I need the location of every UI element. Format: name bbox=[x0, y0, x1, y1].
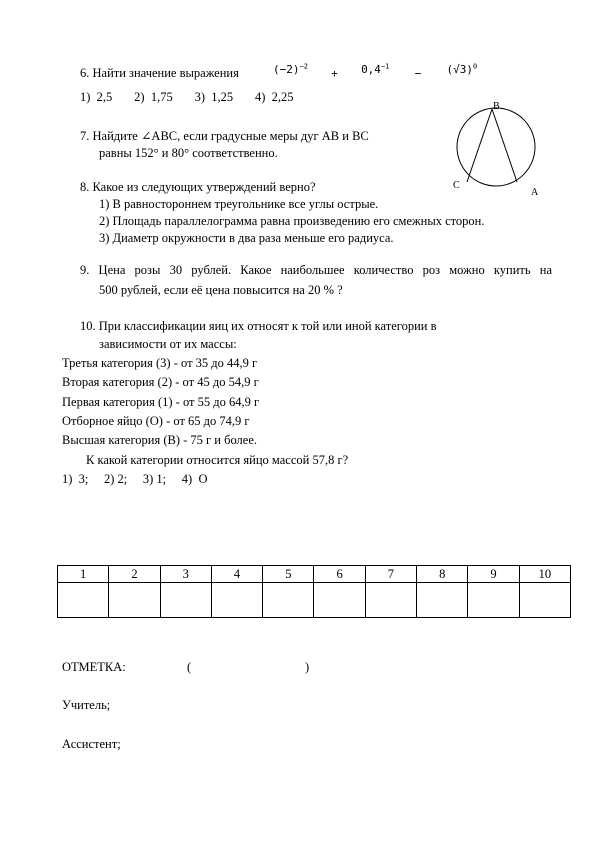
answer-cell-5[interactable] bbox=[263, 583, 314, 618]
q10-category-o: Отборное яйцо (О) - от 65 до 74,9 г bbox=[62, 414, 250, 428]
q10-category-1: Первая категория (1) - от 55 до 64,9 г bbox=[62, 395, 260, 409]
answer-cell-9[interactable] bbox=[468, 583, 519, 618]
q8-option-1: 1) В равностороннем треугольнике все углы острые. bbox=[99, 197, 379, 211]
q6-plus: + bbox=[331, 66, 338, 80]
q7-line1: 7. Найдите ∠ABC, если градусные меры дуг AB и BC bbox=[80, 129, 369, 143]
mark-label: ОТМЕТКА: bbox=[62, 660, 126, 674]
q6-text: 6. Найти значение выражения bbox=[80, 66, 239, 80]
label-a: A bbox=[531, 187, 539, 198]
q8-title: 8. Какое из следующих утверждений верно? bbox=[80, 180, 316, 194]
q6-term-a: $(-2)^{-2}$ bbox=[273, 62, 308, 76]
answer-cell-1[interactable] bbox=[58, 583, 109, 618]
q10-category-3: Третья категория (3) - от 35 до 44,9 г bbox=[62, 356, 258, 370]
answer-header-3: 3 bbox=[160, 566, 211, 583]
q9-line1: 9. Цена розы 30 рублей. Какое наибольшее количество роз можно купить на bbox=[80, 263, 552, 277]
answer-header-8: 8 bbox=[417, 566, 468, 583]
answer-header-7: 7 bbox=[365, 566, 416, 583]
q6-expression bbox=[273, 62, 478, 80]
chord-ba bbox=[492, 109, 517, 182]
answer-header-6: 6 bbox=[314, 566, 365, 583]
answer-cell-6[interactable] bbox=[314, 583, 365, 618]
circle-diagram bbox=[448, 100, 558, 200]
q9-line2: 500 рублей, если её цена повысится на 20 % ? bbox=[99, 283, 343, 297]
answer-header-4: 4 bbox=[211, 566, 262, 583]
mark-close-paren: ) bbox=[305, 660, 310, 674]
q6-options: 1) 2,5 2) 1,75 3) 1,25 4) 2,25 bbox=[80, 90, 294, 104]
answer-cell-4[interactable] bbox=[211, 583, 262, 618]
teacher-label: Учитель; bbox=[62, 698, 111, 712]
answer-cell-2[interactable] bbox=[109, 583, 160, 618]
answer-cell-10[interactable] bbox=[519, 583, 570, 618]
q10-options: 1) 3; 2) 2; 3) 1; 4) О bbox=[62, 472, 208, 486]
q10-line1: 10. При классификации яиц их относят к той или иной категории в bbox=[80, 319, 437, 333]
q10-line2: зависимости от их массы: bbox=[99, 337, 237, 351]
q6-minus: − bbox=[414, 66, 422, 80]
label-c: C bbox=[453, 180, 460, 191]
answer-header-9: 9 bbox=[468, 566, 519, 583]
q8-option-3: 3) Диаметр окружности в два раза меньше его радиуса. bbox=[99, 231, 394, 245]
answer-table bbox=[57, 565, 571, 618]
answer-table-input-row bbox=[58, 583, 571, 618]
q10-question: К какой категории относится яйцо массой 57,8 г? bbox=[86, 453, 349, 467]
answer-cell-8[interactable] bbox=[417, 583, 468, 618]
answer-header-1: 1 bbox=[58, 566, 109, 583]
answer-header-10: 10 bbox=[519, 566, 570, 583]
answer-header-5: 5 bbox=[263, 566, 314, 583]
assistant-label: Ассистент; bbox=[62, 737, 121, 751]
label-b: B bbox=[493, 101, 500, 112]
q7-line2: равны 152° и 80° соответственно. bbox=[99, 146, 278, 160]
answer-table-header-row bbox=[58, 566, 571, 583]
chord-bc bbox=[467, 109, 492, 182]
answer-cell-7[interactable] bbox=[365, 583, 416, 618]
q6-term-c: $(√3)^0$ bbox=[446, 62, 478, 76]
q6-term-b: $0,4^{-1}$ bbox=[361, 62, 390, 76]
q10-category-2: Вторая категория (2) - от 45 до 54,9 г bbox=[62, 375, 259, 389]
answer-cell-3[interactable] bbox=[160, 583, 211, 618]
answer-header-2: 2 bbox=[109, 566, 160, 583]
q10-category-b: Высшая категория (В) - 75 г и более. bbox=[62, 433, 258, 447]
q8-option-2: 2) Площадь параллелограмма равна произведению его смежных сторон. bbox=[99, 214, 485, 228]
mark-open-paren: ( bbox=[187, 660, 192, 674]
